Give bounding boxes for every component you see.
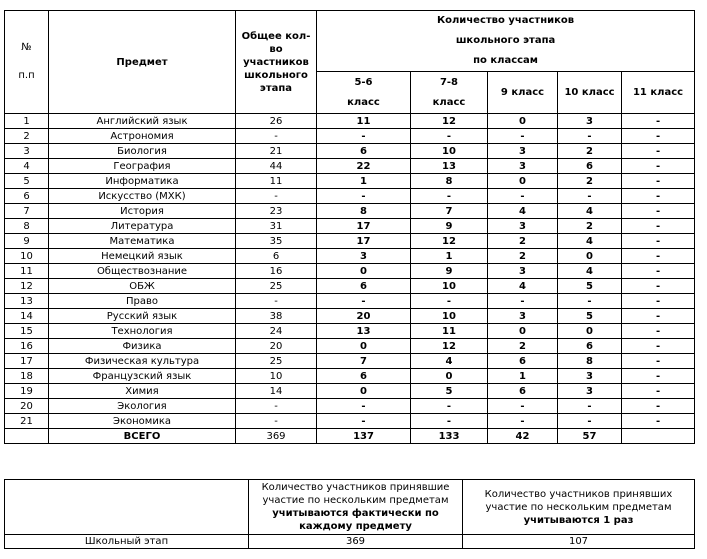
table-row: 17 Физическая культура 25 7 4 6 8 - — [5, 354, 695, 369]
olympiad-participants-table — [4, 10, 695, 444]
table-row: 18 Французский язык 10 6 0 1 3 - — [5, 369, 695, 384]
table-row: 12 ОБЖ 25 6 10 4 5 - — [5, 279, 695, 294]
table-row: 13 Право - - - - - - — [5, 294, 695, 309]
table-row: 16 Физика 20 0 12 2 6 - — [5, 339, 695, 354]
table-row: 10 Немецкий язык 6 3 1 2 0 - — [5, 249, 695, 264]
header-class-5-6: 5-6 класс — [317, 72, 411, 114]
header-subject: Предмет — [49, 11, 236, 114]
header-class-10: 10 класс — [558, 72, 622, 114]
table-row: 19 Химия 14 0 5 6 3 - — [5, 384, 695, 399]
table-row: 4 География 44 22 13 3 6 - — [5, 159, 695, 174]
table-row: 1 Английский язык 26 11 12 0 3 - — [5, 114, 695, 129]
header-class-9: 9 класс — [488, 72, 558, 114]
table-row: 5 Информатика 11 1 8 0 2 - — [5, 174, 695, 189]
table-row: 20 Экология - - - - - - — [5, 399, 695, 414]
header-number: № п.п — [5, 11, 49, 114]
total-row: ВСЕГО 369 137 133 42 57 — [5, 429, 695, 444]
table-row: 7 История 23 8 7 4 4 - — [5, 204, 695, 219]
header-class-11: 11 класс — [622, 72, 695, 114]
multi-subject-participants-table — [4, 479, 695, 549]
summary-empty-header — [5, 480, 249, 535]
summary-header-actual: Количество участников принявшие участие по нескольким предметам учитываются фактически по каждому предмету — [249, 480, 463, 535]
table-row: 2 Астрономия - - - - - - — [5, 129, 695, 144]
table-row: 6 Искусство (МХК) - - - - - - — [5, 189, 695, 204]
table-row: 21 Экономика - - - - - - — [5, 414, 695, 429]
summary-value-once: 107 — [463, 535, 695, 549]
table-row: 9 Математика 35 17 12 2 4 - — [5, 234, 695, 249]
header-total-participants: Общее кол- во участников школьного этапа — [236, 11, 317, 114]
summary-header-once: Количество участников принявших участие по нескольким предметам учитываются 1 раз — [463, 480, 695, 535]
table-row: 15 Технология 24 13 11 0 0 - — [5, 324, 695, 339]
table-row: 3 Биология 21 6 10 3 2 - — [5, 144, 695, 159]
header-class-7-8: 7-8 класс — [411, 72, 488, 114]
table-row: 11 Обществознание 16 0 9 3 4 - — [5, 264, 695, 279]
table-row: 8 Литература 31 17 9 3 2 - — [5, 219, 695, 234]
table-row: 14 Русский язык 38 20 10 3 5 - — [5, 309, 695, 324]
summary-row-label: Школьный этап — [5, 535, 249, 549]
header-by-class-group: Количество участников школьного этапа по классам — [317, 11, 695, 72]
summary-value-actual: 369 — [249, 535, 463, 549]
